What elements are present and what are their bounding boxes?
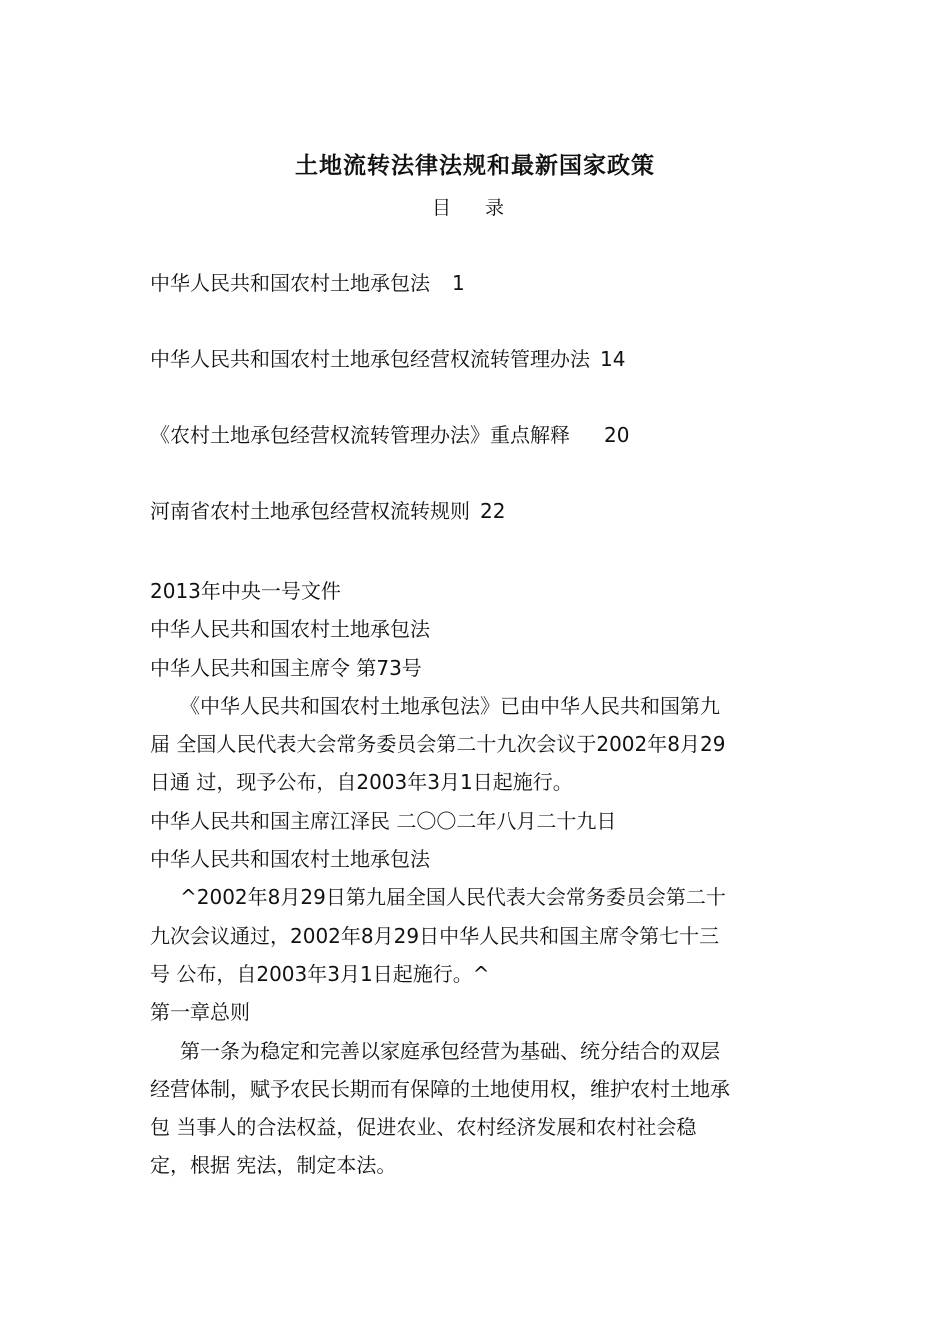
presidential-decree: 中华人民共和国主席令 第73号 [150,655,422,680]
toc-entry[interactable] [150,420,629,450]
toc-entry-title: 河南省农村土地承包经营权流转规则 [150,499,470,523]
toc-entry-page: 22 [480,499,506,523]
law-title: 中华人民共和国农村土地承包法 [150,847,430,872]
toc-entry-title: 《农村土地承包经营权流转管理办法》重点解释 [150,423,570,447]
adoption-note-paragraph [150,878,810,993]
law-title: 中华人民共和国农村土地承包法 [150,617,430,642]
article-line: 第一条为稳定和完善以家庭承包经营为基础、统分结合的双层 [180,1038,720,1063]
toc-entry-title: 中华人民共和国农村土地承包法 [150,271,430,295]
document-title: 土地流转法律法规和最新国家政策 [295,153,655,179]
announcement-paragraph [150,687,810,802]
chapter-heading: 第一章总则 [150,1000,250,1025]
toc-entry[interactable] [150,344,625,374]
signature-line: 中华人民共和国主席江泽民 二〇〇二年八月二十九日 [150,808,617,833]
article-1-paragraph [150,1032,810,1185]
announcement-line: 日通 过，现予公布，自2003年3月1日起施行。 [150,770,573,795]
article-line: 经营体制，赋予农民长期而有保障的土地使用权，维护农村土地承 [150,1076,730,1101]
toc-entry[interactable] [150,268,465,298]
article-line: 定，根据 宪法，制定本法。 [150,1153,397,1178]
adoption-note-line: 号 公布，自2003年3月1日起施行。^ [150,961,490,986]
article-line: 包 当事人的合法权益，促进农业、农村经济发展和农村社会稳 [150,1115,697,1140]
adoption-note-line: 九次会议通过，2002年8月29日中华人民共和国主席令第七十三 [150,923,720,948]
toc-heading: 目 录 [431,197,519,219]
toc-entry-title: 中华人民共和国农村土地承包经营权流转管理办法 [150,347,590,371]
toc-entry[interactable] [150,496,505,526]
toc-entry-page: 1 [452,271,465,295]
adoption-note-line: ^2002年8月29日第九届全国人民代表大会常务委员会第二十 [180,885,726,910]
announcement-line: 《中华人民共和国农村土地承包法》已由中华人民共和国第九 [180,693,720,718]
toc-entry-page: 20 [604,423,630,447]
announcement-line: 届 全国人民代表大会常务委员会第二十九次会议于2002年8月29 [150,732,726,757]
line-2013-document: 2013年中央一号文件 [150,579,341,603]
toc-entry-page: 14 [600,347,626,371]
document-body [150,572,810,1185]
